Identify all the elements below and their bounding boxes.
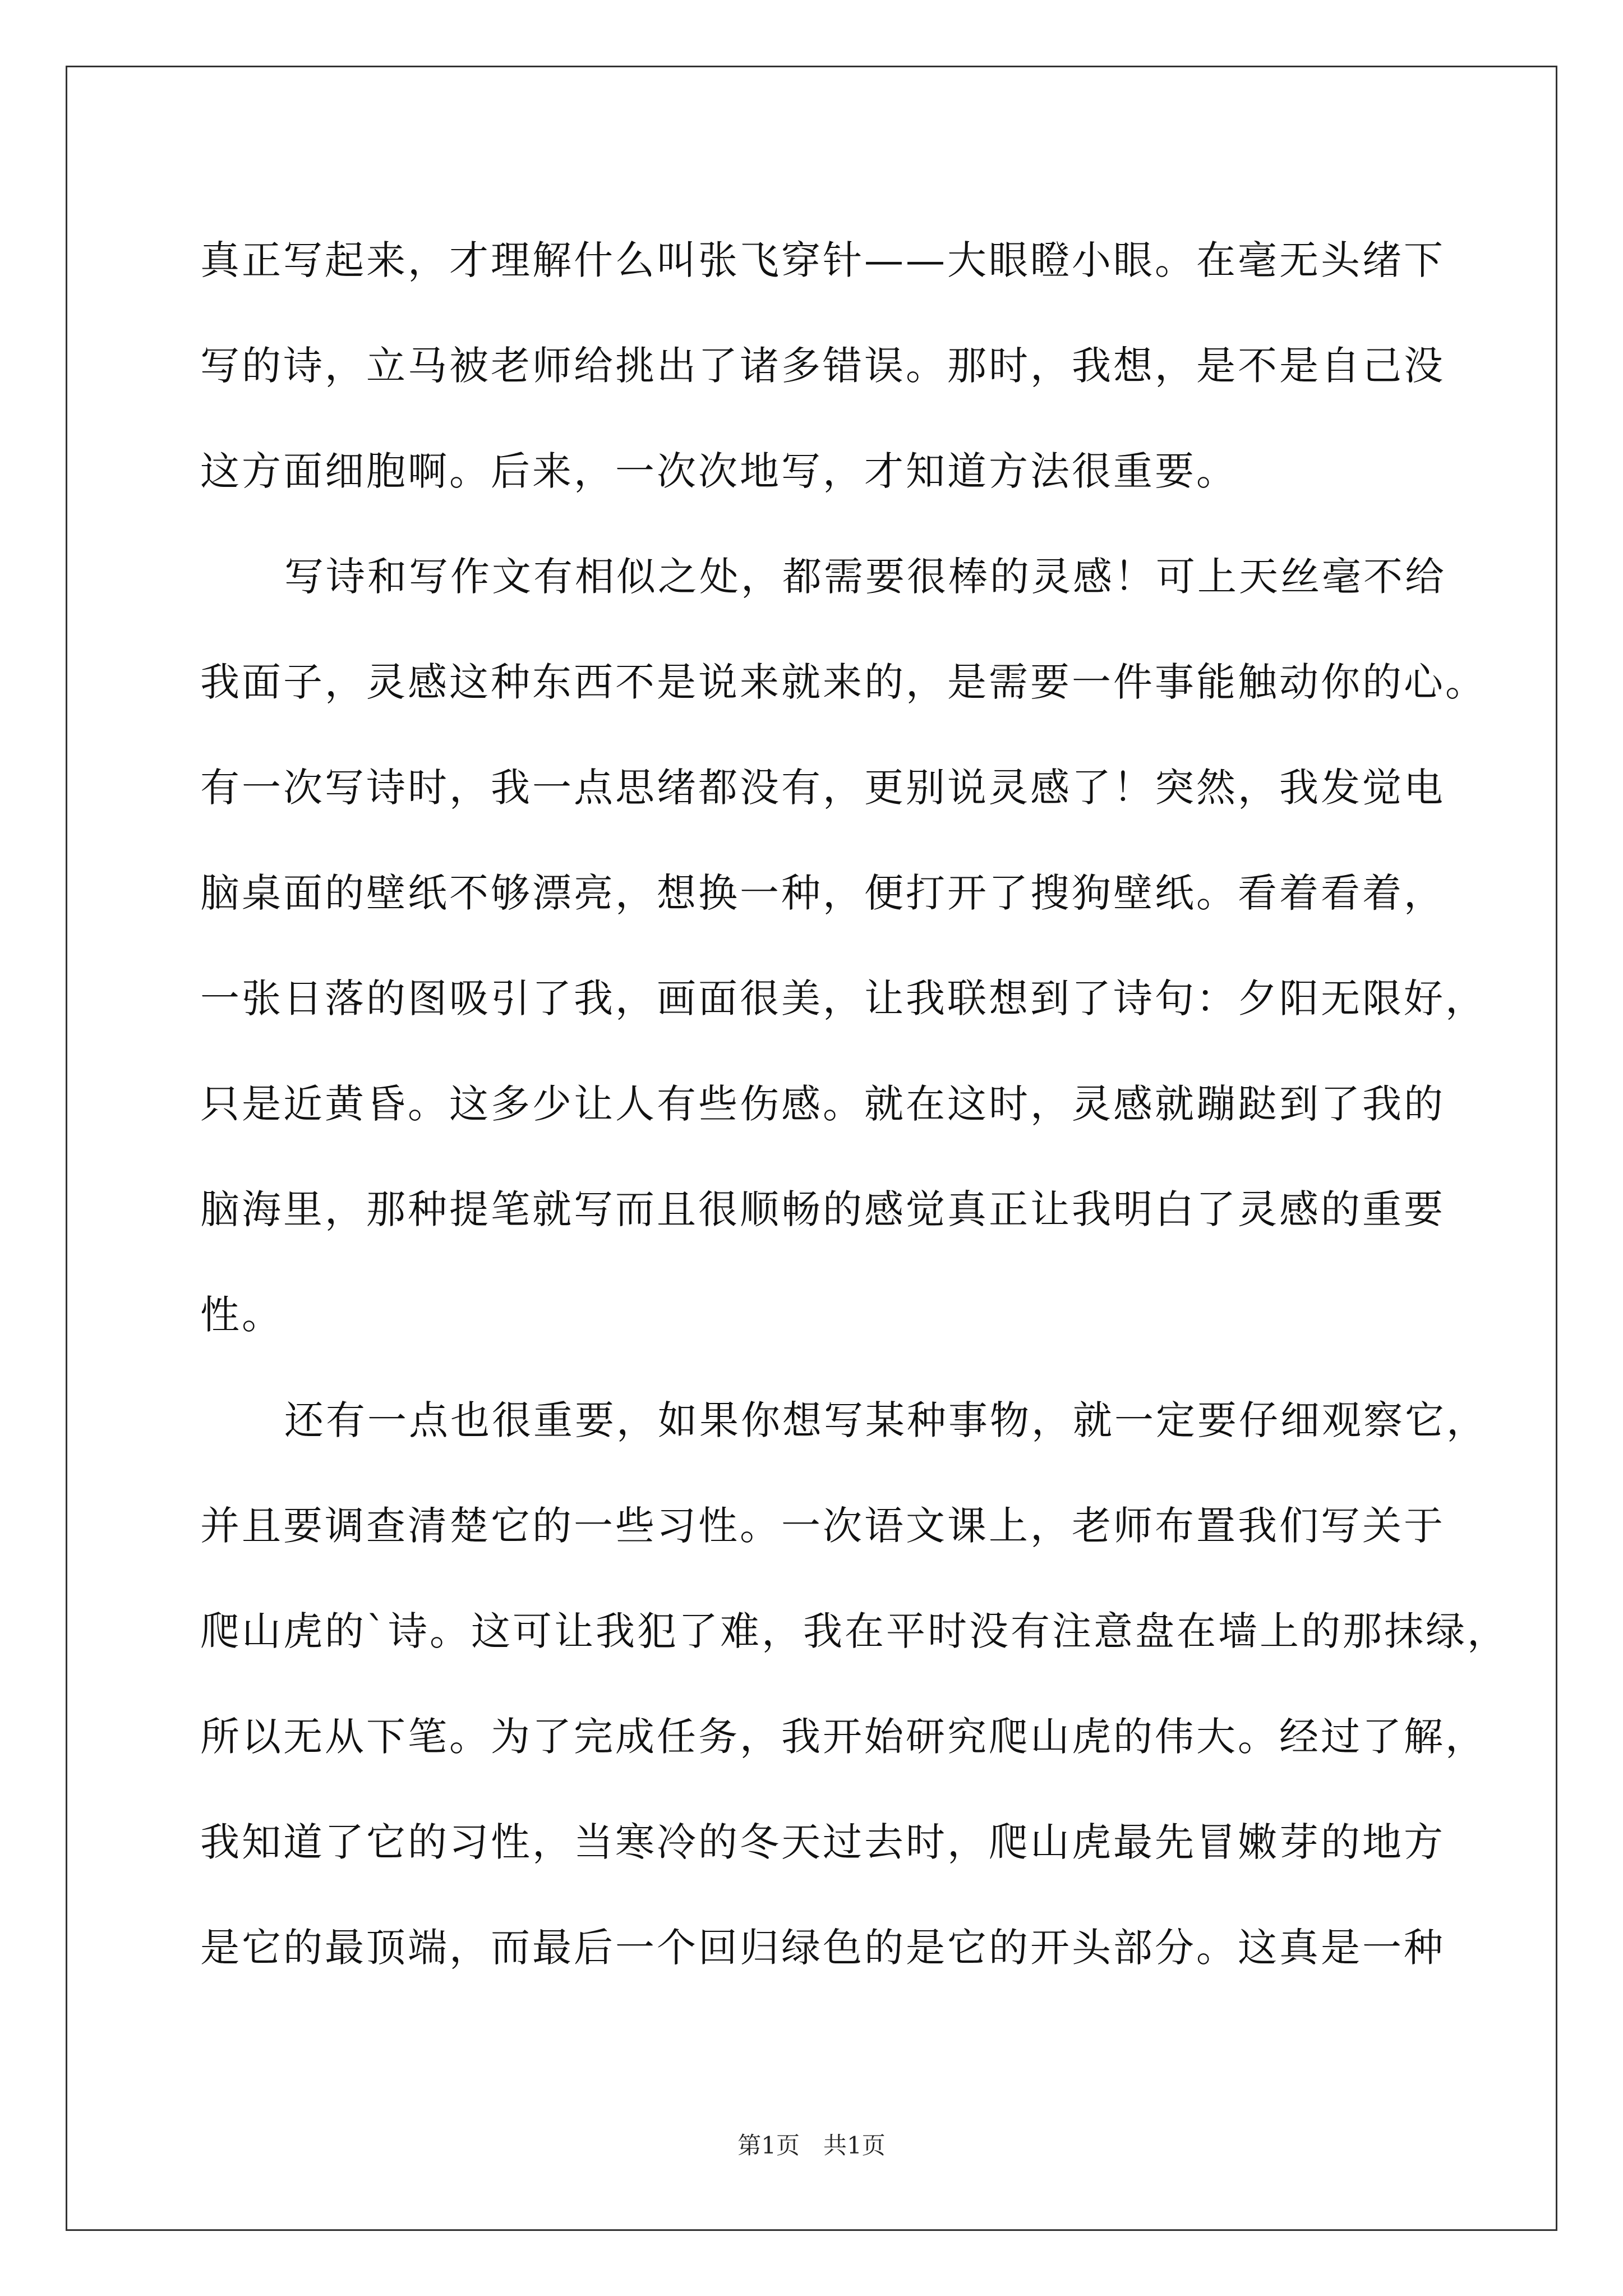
text-line: 是它的最顶端，而最后一个回归绿色的是它的开头部分。这真是一种 <box>200 1925 1445 1971</box>
text-line: 所以无从下笔。为了完成任务，我开始研究爬山虎的伟大。经过了解， <box>200 1714 1487 1760</box>
text-line: 脑桌面的壁纸不够漂亮，想换一种，便打开了搜狗壁纸。看着看着， <box>200 870 1445 916</box>
text-line: 这方面细胞啊。后来，一次次地写，才知道方法很重要。 <box>200 448 1238 494</box>
text-line: 写的诗，立马被老师给挑出了诸多错误。那时，我想，是不是自己没 <box>200 343 1445 389</box>
text-line: 还有一点也很重要，如果你想写某种事物，就一定要仔细观察它， <box>284 1397 1488 1443</box>
text-line: 只是近黄昏。这多少让人有些伤感。就在这时，灵感就蹦跶到了我的 <box>200 1081 1445 1127</box>
text-line: 真正写起来，才理解什么叫张飞穿针——大眼瞪小眼。在毫无头绪下 <box>200 237 1445 283</box>
text-line: 写诗和写作文有相似之处，都需要很棒的灵感！可上天丝毫不给 <box>284 554 1446 600</box>
text-line: 脑海里，那种提笔就写而且很顺畅的感觉真正让我明白了灵感的重要 <box>200 1186 1445 1232</box>
page-footer: 第1页 共1页 <box>737 2132 886 2159</box>
document-body <box>200 208 1509 2000</box>
text-line: 爬山虎的`诗。这可让我犯了难，我在平时没有注意盘在墙上的那抹绿， <box>200 1608 1509 1654</box>
text-line: 有一次写诗时，我一点思绪都没有，更别说灵感了！突然，我发觉电 <box>200 765 1445 811</box>
text-line: 性。 <box>200 1292 283 1338</box>
text-line: 我知道了它的习性，当寒冷的冬天过去时，爬山虎最先冒嫩芽的地方 <box>200 1819 1445 1865</box>
text-line: 并且要调查清楚它的一些习性。一次语文课上，老师布置我们写关于 <box>200 1503 1445 1549</box>
text-line: 一张日落的图吸引了我，画面很美，让我联想到了诗句：夕阳无限好， <box>200 976 1487 1022</box>
text-line: 我面子，灵感这种东西不是说来就来的，是需要一件事能触动你的心。 <box>200 659 1487 705</box>
